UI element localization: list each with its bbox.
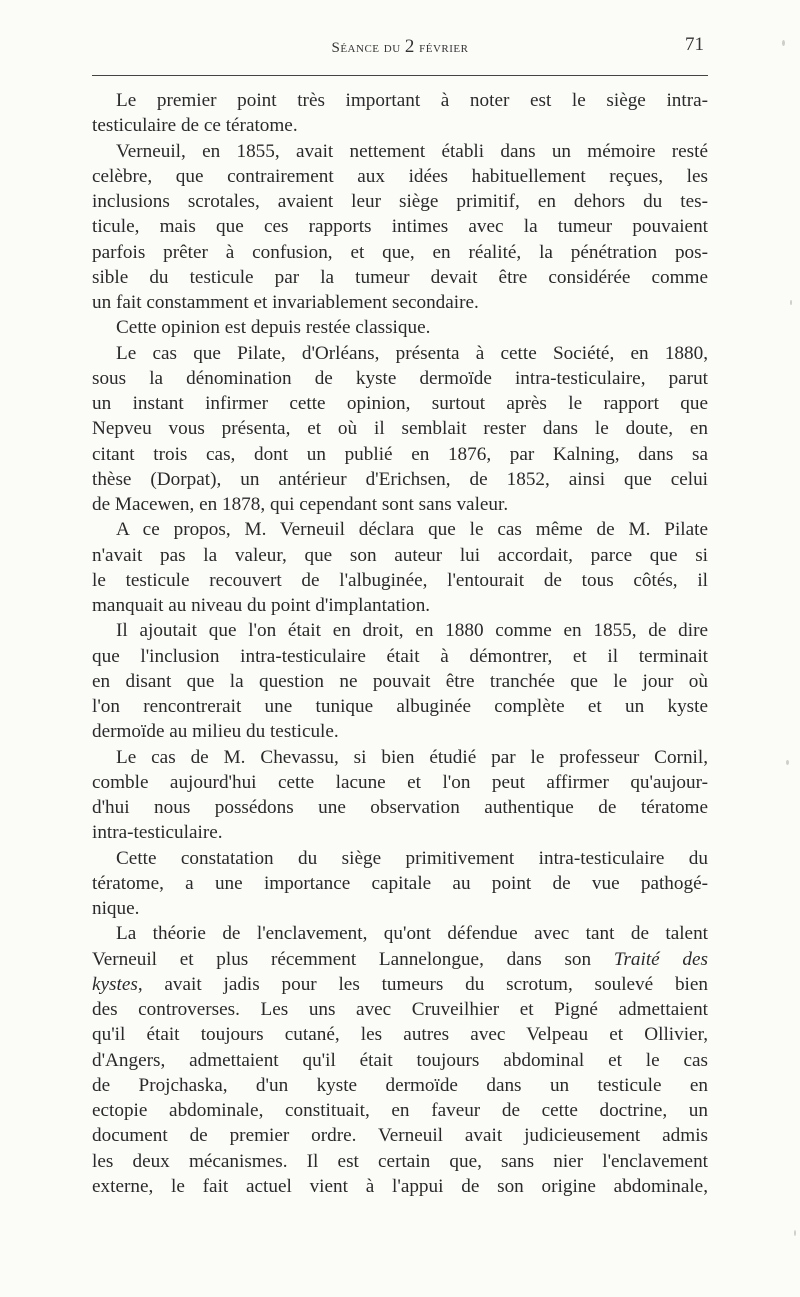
paragraph xyxy=(92,139,708,316)
text-line: parfois prêter à confusion, et que, en réalité, la pénétration pos- xyxy=(92,241,708,263)
header-rule xyxy=(92,75,708,76)
paragraph xyxy=(92,88,708,139)
scan-speck xyxy=(794,1230,796,1236)
text-run: document de premier ordre. Verneuil avait judicieusement admis xyxy=(92,1125,708,1147)
italic-book-title: Traité des xyxy=(613,948,708,970)
paragraph xyxy=(92,315,708,340)
paragraph xyxy=(92,846,708,922)
text-line: sous la dénomination de kyste dermoïde intra-testiculaire, parut xyxy=(92,367,708,389)
italic-book-title: kystes xyxy=(92,973,138,995)
text-line xyxy=(92,972,708,997)
text-run: les deux mécanismes. Il est certain que, sans nier l'enclavement xyxy=(92,1150,708,1172)
text-line: en disant que la question ne pouvait être tranchée que le jour où xyxy=(92,670,708,692)
text-line xyxy=(92,947,708,972)
text-line: A ce propos, M. Verneuil déclara que le cas même de M. Pilate xyxy=(116,519,708,541)
page-number: 71 xyxy=(685,34,704,55)
text-line: intra-testiculaire. xyxy=(92,822,223,844)
text-line: l'on rencontrerait une tunique albuginée complète et un kyste xyxy=(92,696,708,717)
text-line: manquait au niveau du point d'implantation. xyxy=(92,595,431,616)
paragraph xyxy=(92,921,708,1199)
body-text xyxy=(92,88,708,1199)
scan-speck xyxy=(782,40,785,46)
text-line: tératome, a une importance capitale au point de vue pathogé- xyxy=(92,872,708,894)
text-line: Verneuil, en 1855, avait nettement établi dans un mémoire resté xyxy=(116,140,708,162)
text-line xyxy=(92,1073,708,1098)
text-run: La théorie de l'enclavement, qu'ont défendue avec tant de talent xyxy=(116,923,708,945)
text-line: nique. xyxy=(92,898,140,919)
text-run: de Projchaska, d'un kyste dermoïde dans un testicule en xyxy=(92,1074,708,1096)
text-line: d'hui nous possédons une observation authentique de tératome xyxy=(92,797,708,818)
text-line: Cette constatation du siège primitivement intra-testiculaire du xyxy=(116,847,708,869)
text-line: celèbre, que contrairement aux idées habituellement reçues, les xyxy=(92,165,708,187)
text-run: qu'il était toujours cutané, les autres avec Velpeau et Ollivier, xyxy=(92,1024,708,1046)
text-line: le testicule recouvert de l'albuginée, l'entourait de tous côtés, il xyxy=(92,569,708,591)
text-line: testiculaire de ce tératome. xyxy=(92,115,298,137)
text-line: Cette opinion est depuis restée classique. xyxy=(116,317,431,339)
text-line xyxy=(92,1174,708,1199)
scan-speck xyxy=(786,760,789,765)
text-line: comble aujourd'hui cette lacune et l'on peut affirmer qu'aujour- xyxy=(92,771,708,793)
text-line: de Macewen, en 1878, qui cependant sont sans valeur. xyxy=(92,494,509,515)
text-line xyxy=(92,1123,708,1148)
text-line: Nepveu vous présenta, et où il semblait rester dans le doute, en xyxy=(92,418,708,440)
paragraph xyxy=(92,745,708,846)
text-line: n'avait pas la valeur, que son auteur lui accordait, parce que si xyxy=(92,544,708,566)
text-run: ectopie abdominale, constituait, en faveur de cette doctrine, un xyxy=(92,1100,708,1121)
running-header xyxy=(92,32,708,58)
text-run: Verneuil et plus récemment Lannelongue, dans son xyxy=(92,948,614,970)
text-line: dermoïde au milieu du testicule. xyxy=(92,721,339,743)
text-run: d'Angers, admettaient qu'il était toujours abdominal et le cas xyxy=(92,1049,708,1071)
text-line: Le cas de M. Chevassu, si bien étudié par le professeur Cornil, xyxy=(116,746,708,768)
paragraph xyxy=(92,618,708,744)
text-line: thèse (Dorpat), un antérieur d'Erichsen, de 1852, ainsi que celui xyxy=(92,468,708,490)
text-line: citant trois cas, dont un publié en 1876, par Kalning, dans sa xyxy=(92,443,708,465)
running-header-title xyxy=(92,36,708,58)
text-line: un fait constamment et invariablement secondaire. xyxy=(92,292,479,313)
paragraph xyxy=(92,517,708,618)
text-line: sible du testicule par la tumeur devait être considérée comme xyxy=(92,266,708,288)
header-title-part1: Séance du xyxy=(331,40,405,56)
text-run: externe, le fait actuel vient à l'appui de son origine abdominale, xyxy=(92,1175,708,1197)
text-line: que l'inclusion intra-testiculaire était à démontrer, et il terminait xyxy=(92,645,708,667)
text-line xyxy=(92,921,708,946)
text-line xyxy=(92,1149,708,1174)
text-run: des controverses. Les uns avec Cruveilhier et Pigné admettaient xyxy=(92,999,708,1020)
text-line: Le cas que Pilate, d'Orléans, présenta à cette Société, en 1880, xyxy=(116,342,708,364)
text-line xyxy=(92,1098,708,1123)
header-title-part2: février xyxy=(414,40,469,56)
text-line: ticule, mais que ces rapports intimes avec la tumeur pouvaient xyxy=(92,216,708,238)
text-line: Il ajoutait que l'on était en droit, en 1880 comme en 1855, de dire xyxy=(116,620,708,642)
text-line: un instant infirmer cette opinion, surtout après le rapport que xyxy=(92,393,708,414)
text-line xyxy=(92,1022,708,1047)
text-line: inclusions scrotales, avaient leur siège primitif, en dehors du tes- xyxy=(92,191,708,212)
text-line xyxy=(92,997,708,1022)
scan-speck xyxy=(790,300,792,305)
text-run: , avait jadis pour les tumeurs du scrotum, soulevé bien xyxy=(137,973,708,995)
paragraph xyxy=(92,341,708,518)
text-line xyxy=(92,1048,708,1073)
header-title-number: 2 xyxy=(404,36,415,57)
text-line: Le premier point très important à noter est le siège intra- xyxy=(116,90,708,111)
